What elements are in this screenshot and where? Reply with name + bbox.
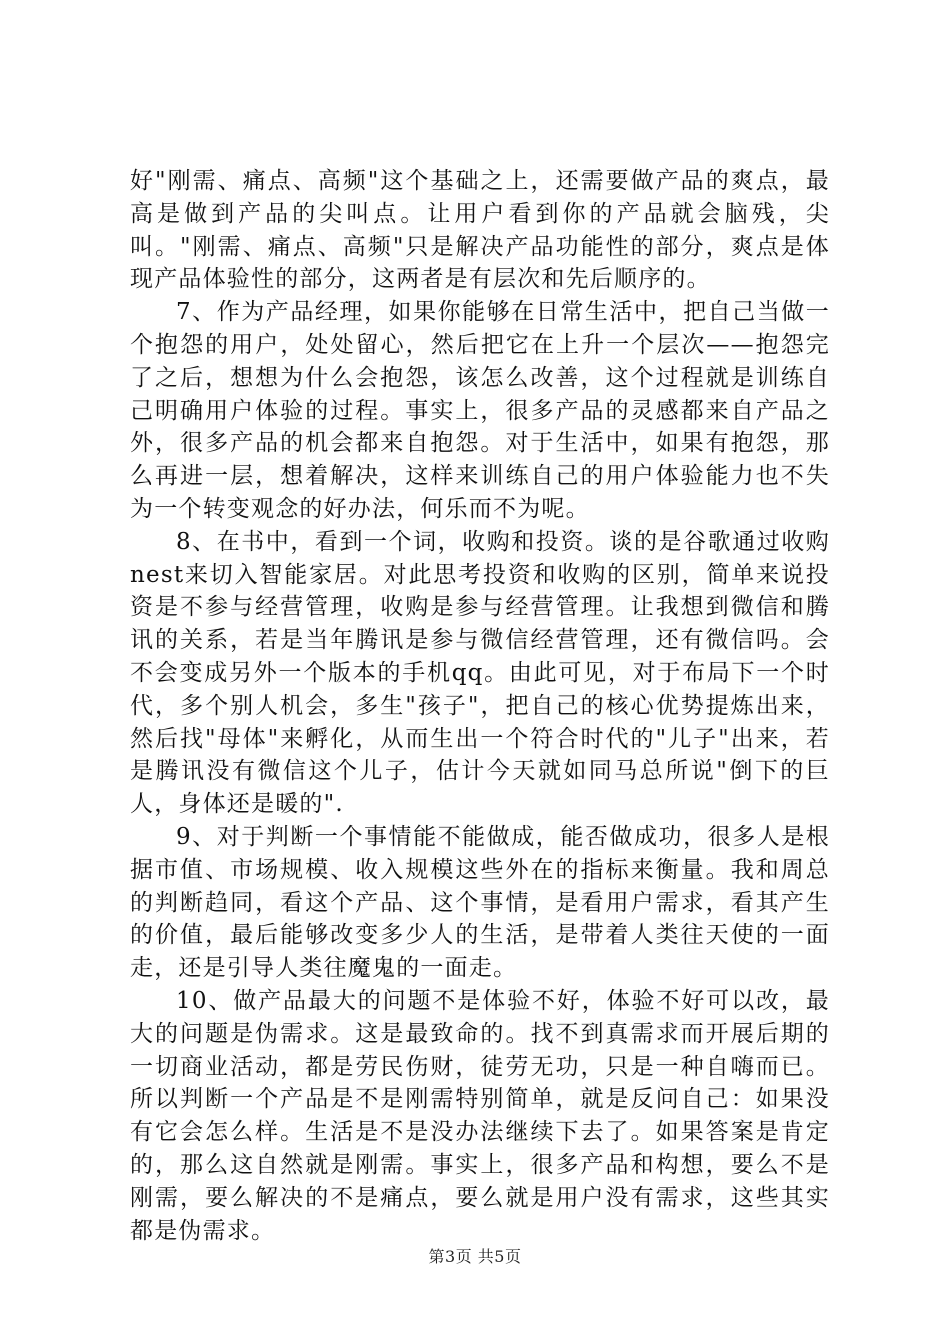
- paragraph-item-9: 9、对于判断一个事情能不能做成，能否做成功，很多人是根据市值、市场规模、收入规模这些外在的指标来衡量。我和周总的判断趋同，看这个产品、这个事情，是看用户需求，看其产生的价值，最后能够改变多少人的生活，是带着人类往天使的一面走，还是引导人类往魔鬼的一面走。: [130, 823, 830, 982]
- paragraph-item-10: 10、做产品最大的问题不是体验不好，体验不好可以改，最大的问题是伪需求。这是最致命的。找不到真需求而开展后期的一切商业活动，都是劳民伤财，徒劳无功，只是一种自嗨而已。所以判断一个产品是不是刚需特别简单，就是反问自己：如果没有它会怎么样。生活是不是没办法继续下去了。如果答案是肯定的，那么这自然就是刚需。事实上，很多产品和构想，要么不是刚需，要么解决的不是痛点，要么就是用户没有需求，这些其实都是伪需求。: [130, 987, 830, 1244]
- paragraph-item-7: 7、作为产品经理，如果你能够在日常生活中，把自己当做一个抱怨的用户，处处留心，然后把它在上升一个层次——抱怨完了之后，想想为什么会抱怨，该怎么改善，这个过程就是训练自己明确用户体验的过程。事实上，很多产品的灵感都来自产品之外，很多产品的机会都来自抱怨。对于生活中，如果有抱怨，那么再进一层，想着解决，这样来训练自己的用户体验能力也不失为一个转变观念的好办法，何乐而不为呢。: [130, 299, 830, 522]
- document-body: [130, 165, 830, 1247]
- page-footer: [0, 1244, 950, 1267]
- paragraph-item-8: 8、在书中，看到一个词，收购和投资。谈的是谷歌通过收购nest来切入智能家居。对此思考投资和收购的区别，简单来说投资是不参与经营管理，收购是参与经营管理。让我想到微信和腾讯的关系，若是当年腾讯是参与微信经营管理，还有微信吗。会不会变成另外一个版本的手机qq。由此可见，对于布局下一个时代，多个别人机会，多生"孩子"，把自己的核心优势提炼出来，然后找"母体"来孵化，从而生出一个符合时代的"儿子"出来，若是腾讯没有微信这个儿子，估计今天就如同马总所说"倒下的巨人，身体还是暖的".: [130, 528, 830, 818]
- page-number-label: 第3页 共5页: [428, 1247, 522, 1266]
- paragraph-continued: 好"刚需、痛点、高频"这个基础之上，还需要做产品的爽点，最高是做到产品的尖叫点。让用户看到你的产品就会脑残，尖叫。"刚需、痛点、高频"只是解决产品功能性的部分，爽点是体现产品体验性的部分，这两者是有层次和先后顺序的。: [130, 168, 830, 293]
